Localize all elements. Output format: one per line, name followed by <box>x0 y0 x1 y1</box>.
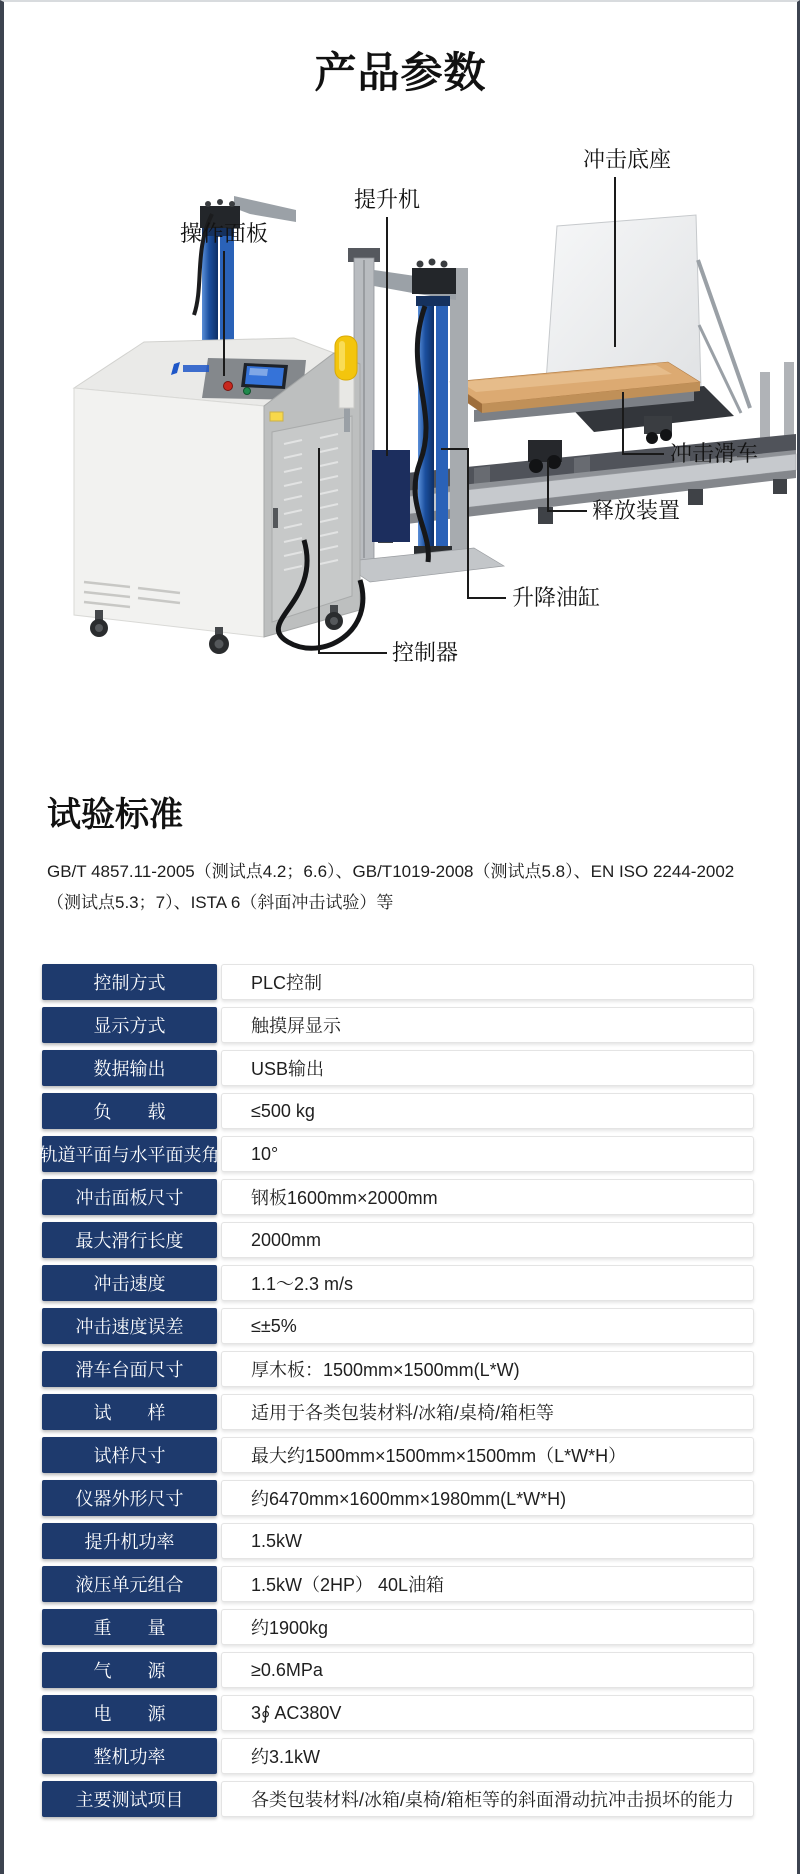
control-cabinet <box>74 338 360 654</box>
left-cylinder-unit <box>194 196 296 340</box>
spec-value: ≤500 kg <box>221 1093 754 1129</box>
spec-value: USB输出 <box>221 1050 754 1086</box>
spec-row <box>42 1351 754 1387</box>
spec-value: 10° <box>221 1136 754 1172</box>
machine-diagram <box>4 110 797 690</box>
specs-table <box>39 964 754 1817</box>
spec-row <box>42 1695 754 1731</box>
spec-row <box>42 1308 754 1344</box>
spec-value: ≤±5% <box>221 1308 754 1344</box>
machine-illustration <box>4 110 800 690</box>
spec-row <box>42 1222 754 1258</box>
warning-sticker <box>270 412 283 421</box>
spec-label: 整机功率 <box>42 1738 217 1774</box>
page-title: 产品参数 <box>314 49 487 96</box>
spec-label: 轨道平面与水平面夹角 <box>42 1136 217 1172</box>
spec-value: 最大约1500mm×1500mm×1500mm（L*W*H） <box>221 1437 754 1473</box>
spec-row <box>42 1480 754 1516</box>
spec-value: 约1900kg <box>221 1609 754 1645</box>
label-controller: 控制器 <box>392 639 459 665</box>
spec-label: 冲击速度 <box>42 1265 217 1301</box>
spec-value: 触摸屏显示 <box>221 1007 754 1043</box>
spec-row <box>42 1265 754 1301</box>
spec-label: 控制方式 <box>42 964 217 1000</box>
spec-label: 数据输出 <box>42 1050 217 1086</box>
spec-row <box>42 1050 754 1086</box>
spec-row <box>42 964 754 1000</box>
spec-label: 试 样 <box>42 1394 217 1430</box>
start-button <box>244 387 251 394</box>
spec-row <box>42 1093 754 1129</box>
spec-label: 气 源 <box>42 1652 217 1688</box>
spec-row <box>42 1566 754 1602</box>
spec-label: 试样尺寸 <box>42 1437 217 1473</box>
standards-line-1: GB/T 4857.11-2005（测试点4.2；6.6）、GB/T1019-2008（测试点5.8）、EN ISO 2244-2002 <box>47 862 735 882</box>
spec-value: 1.1～2.3 m/s <box>221 1265 754 1301</box>
spec-value: 2000mm <box>221 1222 754 1258</box>
spec-label: 冲击面板尺寸 <box>42 1179 217 1215</box>
spec-label: 负 载 <box>42 1093 217 1129</box>
door-handle <box>273 508 278 528</box>
hoist-box <box>372 450 410 542</box>
test-standards-section <box>47 794 754 919</box>
spec-row <box>42 1437 754 1473</box>
spec-label: 重 量 <box>42 1609 217 1645</box>
spec-value: 钢板1600mm×2000mm <box>221 1179 754 1215</box>
spec-row <box>42 1394 754 1430</box>
label-impact-base: 冲击底座 <box>582 146 672 172</box>
spec-value: 1.5kW（2HP） 40L油箱 <box>221 1566 754 1602</box>
spec-row <box>42 1652 754 1688</box>
label-operation-panel: 操作面板 <box>179 220 269 246</box>
spec-label: 提升机功率 <box>42 1523 217 1559</box>
label-hoist: 提升机 <box>353 186 421 212</box>
spec-label: 主要测试项目 <box>42 1781 217 1817</box>
spec-row <box>42 1523 754 1559</box>
spec-row <box>42 1781 754 1817</box>
controller-door <box>272 416 352 622</box>
spec-row <box>42 1179 754 1215</box>
spec-label: 滑车台面尺寸 <box>42 1351 217 1387</box>
spec-value: 约3.1kW <box>221 1738 754 1774</box>
spec-label: 冲击速度误差 <box>42 1308 217 1344</box>
spec-value: 3∮ AC380V <box>221 1695 754 1731</box>
spec-value: 约6470mm×1600mm×1980mm(L*W*H) <box>221 1480 754 1516</box>
label-lift-cylinder: 升降油缸 <box>512 584 601 610</box>
spec-value: PLC控制 <box>221 964 754 1000</box>
label-release-device: 释放装置 <box>592 497 681 523</box>
label-impact-sled: 冲击滑车 <box>670 440 759 466</box>
spec-label: 最大滑行长度 <box>42 1222 217 1258</box>
spec-row <box>42 1738 754 1774</box>
spec-value: 适用于各类包装材料/冰箱/桌椅/箱柜等 <box>221 1394 754 1430</box>
spec-label: 仪器外形尺寸 <box>42 1480 217 1516</box>
spec-label: 液压单元组合 <box>42 1566 217 1602</box>
spec-label: 电 源 <box>42 1695 217 1731</box>
spec-row <box>39 1136 754 1172</box>
standards-heading: 试验标准 <box>47 795 183 834</box>
spec-row <box>42 1007 754 1043</box>
spec-value: 厚木板：1500mm×1500mm(L*W) <box>221 1351 754 1387</box>
spec-row <box>42 1609 754 1645</box>
standards-line-2: （测试点5.3；7）、ISTA 6（斜面冲击试验）等 <box>47 893 394 913</box>
spec-value: 1.5kW <box>221 1523 754 1559</box>
spec-value: 各类包装材料/冰箱/桌椅/箱柜等的斜面滑动抗冲击损坏的能力 <box>221 1781 754 1817</box>
emergency-stop-button <box>224 381 233 390</box>
spec-value: ≥0.6MPa <box>221 1652 754 1688</box>
spec-label: 显示方式 <box>42 1007 217 1043</box>
